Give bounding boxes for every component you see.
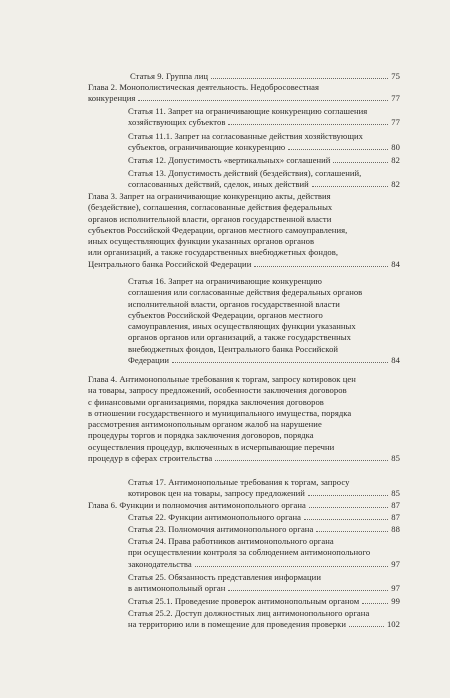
toc-entry-text: (бездействие), соглашения, согласованные действия федеральных xyxy=(88,202,333,213)
toc-entry-text: Статья 12. Допустимость «вертикальных» соглашений xyxy=(128,155,331,165)
toc-entry-text: субъектов Российской Федерации, органов местного самоуправления, xyxy=(88,224,348,235)
toc-entry[interactable] xyxy=(130,71,400,82)
toc-page-number: 82 xyxy=(391,179,400,190)
toc-page-number: 99 xyxy=(391,596,400,606)
toc-entry[interactable] xyxy=(128,168,400,191)
toc-entry[interactable] xyxy=(128,276,400,366)
toc-entry[interactable] xyxy=(128,524,400,535)
toc-entry-text: осуществления процедур, включенных в исчерпывающие перечни xyxy=(88,441,335,452)
toc-entry-text: Статья 11. Запрет на ограничивающие конкуренцию соглашения xyxy=(128,106,368,116)
toc-entry-text: при осуществлении контроля за соблюдением антимонопольного xyxy=(128,547,371,558)
dot-leader xyxy=(349,626,384,627)
toc-entry[interactable] xyxy=(128,477,400,500)
toc-entry[interactable] xyxy=(128,106,400,129)
toc-page-number: 88 xyxy=(391,524,400,534)
toc-entry-text: в антимонопольный орган xyxy=(128,583,226,594)
toc-entry[interactable] xyxy=(88,500,400,511)
toc-entry[interactable] xyxy=(128,536,400,570)
toc-entry-text: самоуправления, иных осуществляющих функции указанных xyxy=(128,321,356,332)
toc-entry[interactable] xyxy=(128,155,400,166)
toc-entry[interactable] xyxy=(88,191,400,270)
toc-page-number: 85 xyxy=(391,453,400,464)
dot-leader xyxy=(304,519,388,520)
dot-leader xyxy=(362,603,388,604)
dot-leader xyxy=(333,162,388,163)
toc-page-number: 87 xyxy=(391,512,400,522)
toc-entry-text: процедур в сферах строительства xyxy=(88,453,213,464)
toc-entry-text: Статья 17. Антимонопольные требования к торгам, запросу xyxy=(128,477,350,487)
toc-page-number: 84 xyxy=(391,258,400,269)
toc-page-number: 77 xyxy=(391,117,400,128)
toc-entry-text: котировок цен на товары, запросу предложений xyxy=(128,488,305,499)
toc-entry[interactable] xyxy=(128,608,400,631)
toc-entry-text: Статья 25. Обязанность представления информации xyxy=(128,572,321,582)
dot-leader xyxy=(309,507,388,508)
toc-entry-text: внебюджетных фондов, Центрального банка Российской xyxy=(128,343,339,354)
toc-page-number: 87 xyxy=(391,500,400,510)
toc-entry-text: Статья 22. Функции антимонопольного органа xyxy=(128,512,302,522)
toc-entry-text: рассмотрения антимонопольным органом жалоб на нарушение xyxy=(88,419,322,430)
toc-entry-text: субъектов, ограничивающие конкуренцию xyxy=(128,142,286,153)
toc-entry-text: Глава 4. Антимонопольные требования к торгам, запросу котировок цен xyxy=(88,374,356,384)
dot-leader xyxy=(308,495,388,496)
toc-entry-text: Глава 3. Запрет на ограничивающие конкуренцию акты, действия xyxy=(88,191,331,201)
dot-leader xyxy=(215,460,388,461)
toc-entry-text: Глава 6. Функции и полномочия антимонопольного органа xyxy=(88,500,306,510)
toc-entry[interactable] xyxy=(88,82,400,105)
toc-entry[interactable] xyxy=(128,596,400,607)
toc-page-number: 102 xyxy=(386,619,400,630)
toc-entry-text: Статья 16. Запрет на ограничивающие конкуренцию xyxy=(128,276,322,286)
toc-entry-text: Глава 2. Монополистическая деятельность. Недобросовестная xyxy=(88,82,320,92)
toc-entry-text: согласованных действий, сделок, иных действий xyxy=(128,179,309,190)
dot-leader xyxy=(228,590,388,591)
toc-page-number: 84 xyxy=(391,355,400,366)
toc-entry-text: иных осуществляющих функции указанных органов органов xyxy=(88,236,315,247)
toc-entry-text: хозяйствующих субъектов xyxy=(128,117,226,128)
toc-entry-text: субъектов Российской Федерации, органов местного xyxy=(128,309,323,320)
toc-page-number: 97 xyxy=(391,583,400,594)
toc-entry-text: Статья 9. Группа лиц xyxy=(130,71,208,81)
toc-entry[interactable] xyxy=(128,572,400,595)
dot-leader xyxy=(172,362,388,363)
toc-entry-text: конкуренция xyxy=(88,93,136,104)
toc-entry-text: на товары, запросу предложений, особенности заключения договоров xyxy=(88,385,347,396)
toc-page-number: 77 xyxy=(391,93,400,104)
toc-entry-text: законодательства xyxy=(128,558,192,569)
toc-entry-text: Статья 23. Полномочия антимонопольного органа xyxy=(128,524,314,534)
dot-leader xyxy=(211,78,388,79)
toc-entry-text: с финансовыми организациями, порядка заключения договоров xyxy=(88,396,324,407)
dot-leader xyxy=(195,566,389,567)
toc-entry-text: соглашения или согласованные действия федеральных органов xyxy=(128,287,363,298)
toc-page-number: 97 xyxy=(391,558,400,569)
toc-entry-text: Центрального банка Российской Федерации xyxy=(88,258,252,269)
toc-entry-text: органов исполнительной власти, органов государственной власти xyxy=(88,213,332,224)
toc-entry-text: Федерации xyxy=(128,355,170,366)
toc-page-number: 85 xyxy=(391,488,400,499)
dot-leader xyxy=(254,266,388,267)
toc-entry-text: Статья 25.2. Доступ должностных лиц антимонопольного органа xyxy=(128,608,370,618)
toc-page-number: 80 xyxy=(391,142,400,153)
toc-entry-text: органов органов или организаций, а также государственных xyxy=(128,332,351,343)
toc-entry-text: исполнительной власти, органов государственной власти xyxy=(128,298,340,309)
toc-entry-text: Статья 25.1. Проведение проверок антимонопольным органом xyxy=(128,596,360,606)
dot-leader xyxy=(312,186,388,187)
toc-entry-text: в отношении государственного и муниципального имущества, порядка xyxy=(88,407,352,418)
toc-entry[interactable] xyxy=(128,131,400,154)
dot-leader xyxy=(288,149,388,150)
toc-entry-text: или организаций, а также государственных внебюджетных фондов, xyxy=(88,247,339,258)
toc-entry[interactable] xyxy=(88,374,400,464)
dot-leader xyxy=(228,124,388,125)
toc-entry-text: Статья 24. Права работников антимонопольного органа xyxy=(128,536,334,546)
toc-entry-text: Статья 13. Допустимость действий (бездействия), соглашений, xyxy=(128,168,362,178)
toc-page-number: 82 xyxy=(391,155,400,165)
dot-leader xyxy=(316,531,388,532)
toc-entry[interactable] xyxy=(128,512,400,523)
toc-entry-text: Статья 11.1. Запрет на согласованные действия хозяйствующих xyxy=(128,131,363,141)
toc-entry-text: на территорию или в помещение для проведения проверки xyxy=(128,619,347,630)
toc-page-number: 75 xyxy=(391,71,400,81)
dot-leader xyxy=(138,100,388,101)
toc-entry-text: процедуры торгов и порядка заключения договоров, порядка xyxy=(88,430,314,441)
